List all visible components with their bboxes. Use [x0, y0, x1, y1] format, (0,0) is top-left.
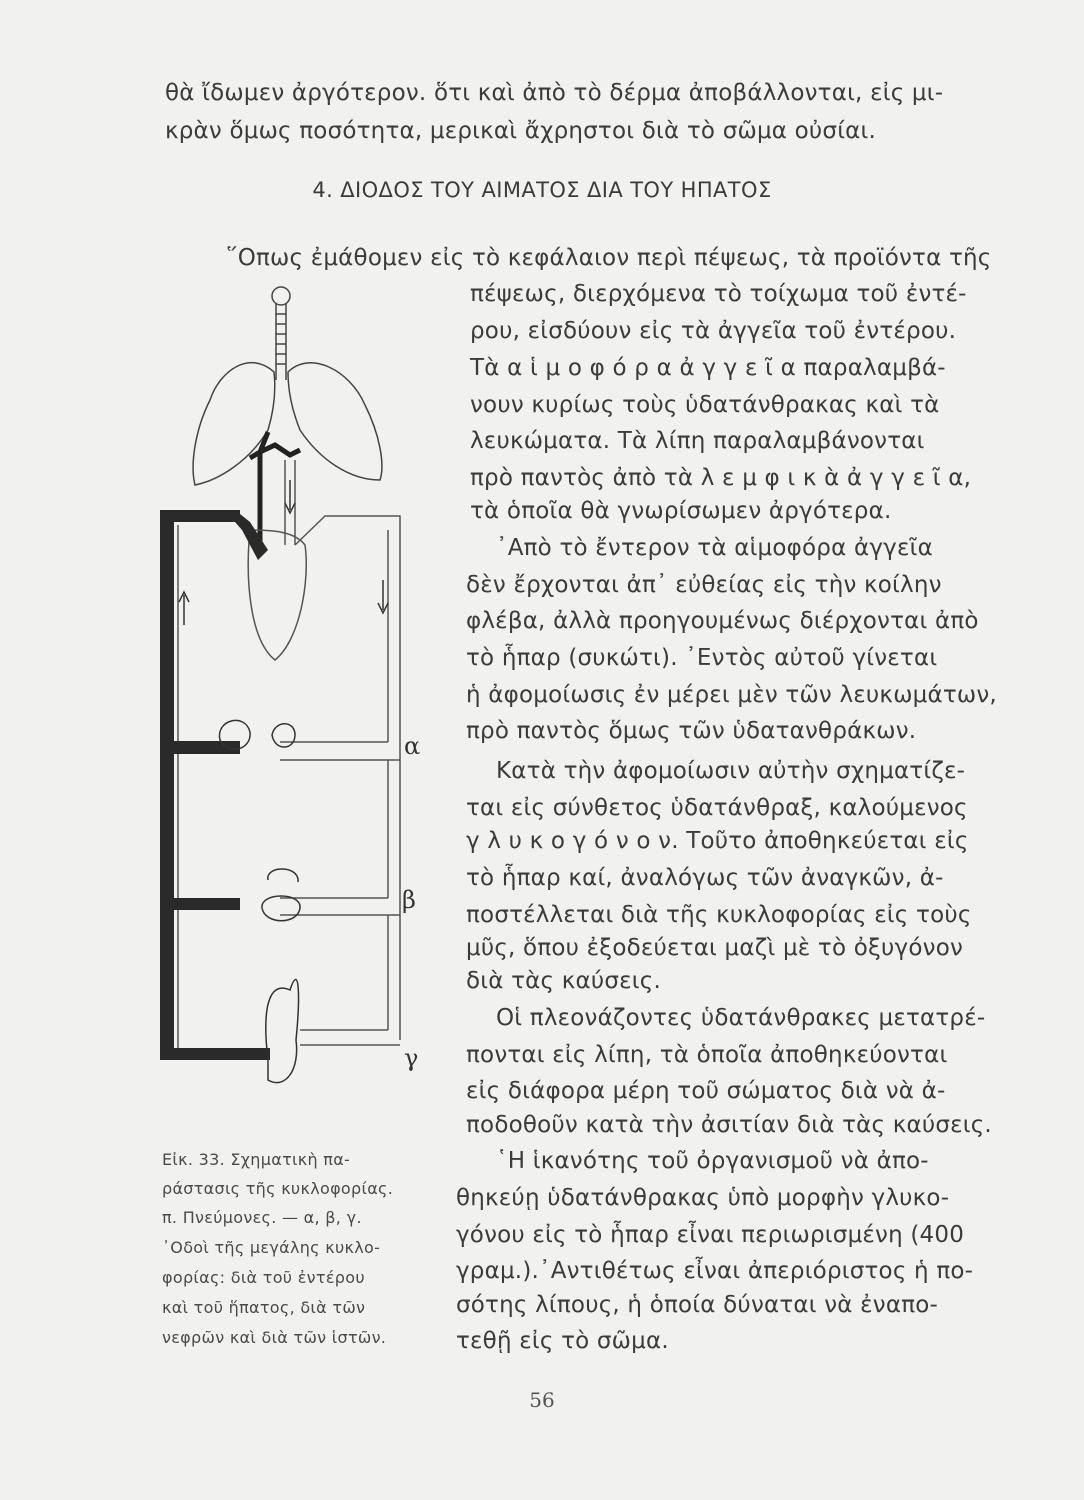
paragraph-first-line: ῞Οπως ἐμάθομεν εἰς τὸ κεφάλαιον περὶ πέψεως, τὰ προϊόντα τῆς [226, 245, 992, 271]
text-line: γραμ.).᾿Αντιθέτως εἶναι ἀπεριόριστος ἡ πο- [456, 1258, 974, 1284]
text-line: πονται εἰς λίπη, τὰ ὁποῖα ἀποθηκεύονται [466, 1042, 948, 1068]
figure-caption-line: π. Πνεύμονες. — α, β, γ. [162, 1208, 362, 1227]
text-line: Κατὰ τὴν ἀφομοίωσιν αὐτὴν σχηματίζε- [496, 758, 966, 784]
text-line: πρὸ παντὸς ὅμως τῶν ὑδατανθράκων. [466, 718, 917, 744]
text-line: μῦς, ὅπου ἐξοδεύεται μαζὶ μὲ τὸ ὀξυγόνον [466, 935, 964, 961]
section-heading: 4. ΔΙΟΔΟΣ ΤΟΥ ΑΙΜΑΤΟΣ ΔΙΑ ΤΟΥ ΗΠΑΤΟΣ [312, 178, 772, 202]
text-line: ρου, εἰσδύουν εἰς τὰ ἀγγεῖα τοῦ ἐντέρου. [470, 318, 957, 344]
figure-caption-line: καὶ τοῦ ἥπατος, διὰ τῶν [162, 1298, 366, 1317]
figure-label-alpha: α [404, 732, 421, 760]
systemic-circuit [160, 510, 270, 1060]
figure-caption-line: νεφρῶν καὶ διὰ τῶν ἱστῶν. [162, 1328, 387, 1347]
text-line: νουν κυρίως τοὺς ὑδατάνθρακας καὶ τὰ [470, 392, 940, 418]
text-line: Οἱ πλεονάζοντες ὑδατάνθρακες μετατρέ- [496, 1005, 986, 1031]
text-line: λευκώματα. Τὰ λίπη παραλαμβάνονται [470, 428, 925, 454]
text-line: γόνου εἰς τὸ ἧπαρ εἶναι περιωρισμένη (400 [456, 1222, 965, 1248]
text-line: ᾿Απὸ τὸ ἔντερον τὰ αἱμοφόρα ἀγγεῖα [496, 535, 933, 561]
text-line: διὰ τὰς καύσεις. [466, 968, 661, 994]
figure-caption-line: φορίας: διὰ τοῦ ἐντέρου [162, 1268, 365, 1287]
text-line: ἡ ἀφομοίωσις ἐν μέρει μὲν τῶν λευκωμάτων, [466, 682, 997, 708]
page-number: 56 [529, 1388, 555, 1412]
circulation-diagram [150, 280, 440, 1140]
text-line: δὲν ἔρχονται ἀπ᾿ εὐθείας εἰς τὴν κοίλην [466, 572, 942, 598]
text-line: ται εἰς σύνθετος ὑδατάνθραξ, καλούμενος [466, 795, 968, 821]
text-line: Τὰ α ἱ μ ο φ ό ρ α ἀ γ γ ε ῖ α παραλαμβά- [470, 355, 946, 381]
text-line: φλέβα, ἀλλὰ προηγουμένως διέρχονται ἀπὸ [466, 608, 979, 634]
figure-caption-line: Εἰκ. 33. Σχηματικὴ πα- [162, 1150, 351, 1169]
text-line: ποδοθοῦν κατὰ τὴν ἀσιτίαν διὰ τὰς καύσεις. [466, 1112, 992, 1138]
text-line: σότης λίπους, ἡ ὁποία δύναται νὰ ἐναπο- [456, 1292, 939, 1318]
circuit-outline [178, 460, 400, 1055]
text-line: θηκεύῃ ὑδατάνθρακας ὑπὸ μορφὴν γλυκο- [456, 1185, 950, 1211]
text-line: γ λ υ κ ο γ ό ν ο ν. Τοῦτο ἀποθηκεύεται εἰς [466, 828, 969, 854]
text-line: πρὸ παντὸς ἀπὸ τὰ λ ε μ φ ι κ ὰ ἀ γ γ ε ῖ α, [470, 465, 972, 491]
pulmonary-vessels [250, 432, 300, 550]
text-line: τὸ ἧπαρ (συκώτι). ᾿Εντὸς αὐτοῦ γίνεται [466, 645, 938, 671]
text-line: τὰ ὁποῖα θὰ γνωρίσωμεν ἀργότερα. [470, 498, 892, 524]
text-line: τὸ ἧπαρ καί, ἀναλόγως τῶν ἀναγκῶν, ἀ- [466, 865, 944, 891]
figure-caption-line: ράστασις τῆς κυκλοφορίας. [162, 1179, 394, 1198]
text-line: τεθῇ εἰς τὸ σῶμα. [456, 1328, 669, 1354]
flow-arrows [179, 480, 388, 625]
text-line: κρὰν ὅμως ποσότητα, μερικαὶ ἄχρηστοι διὰ τὸ σῶμα οὐσίαι. [165, 118, 877, 144]
text-line: θὰ ἴδωμεν ἀργότερον. ὅτι καὶ ἀπὸ τὸ δέρμα ἀποβάλλονται, εἰς μι- [165, 80, 944, 106]
text-line: πέψεως, διερχόμενα τὸ τοίχωμα τοῦ ἐντέ- [470, 281, 967, 307]
text-line: ποστέλλεται διὰ τῆς κυκλοφορίας εἰς τοὺς [466, 902, 972, 928]
figure-label-beta: β [402, 886, 416, 914]
text-line: εἰς διάφορα μέρη τοῦ σώματος διὰ νὰ ἀ- [466, 1078, 946, 1104]
figure-label-gamma: γ [404, 1044, 419, 1072]
text-line: ῾Η ἱκανότης τοῦ ὀργανισμοῦ νὰ ἀπο- [496, 1148, 929, 1174]
figure-caption-line: ᾿Οδοὶ τῆς μεγάλης κυκλο- [162, 1238, 381, 1257]
